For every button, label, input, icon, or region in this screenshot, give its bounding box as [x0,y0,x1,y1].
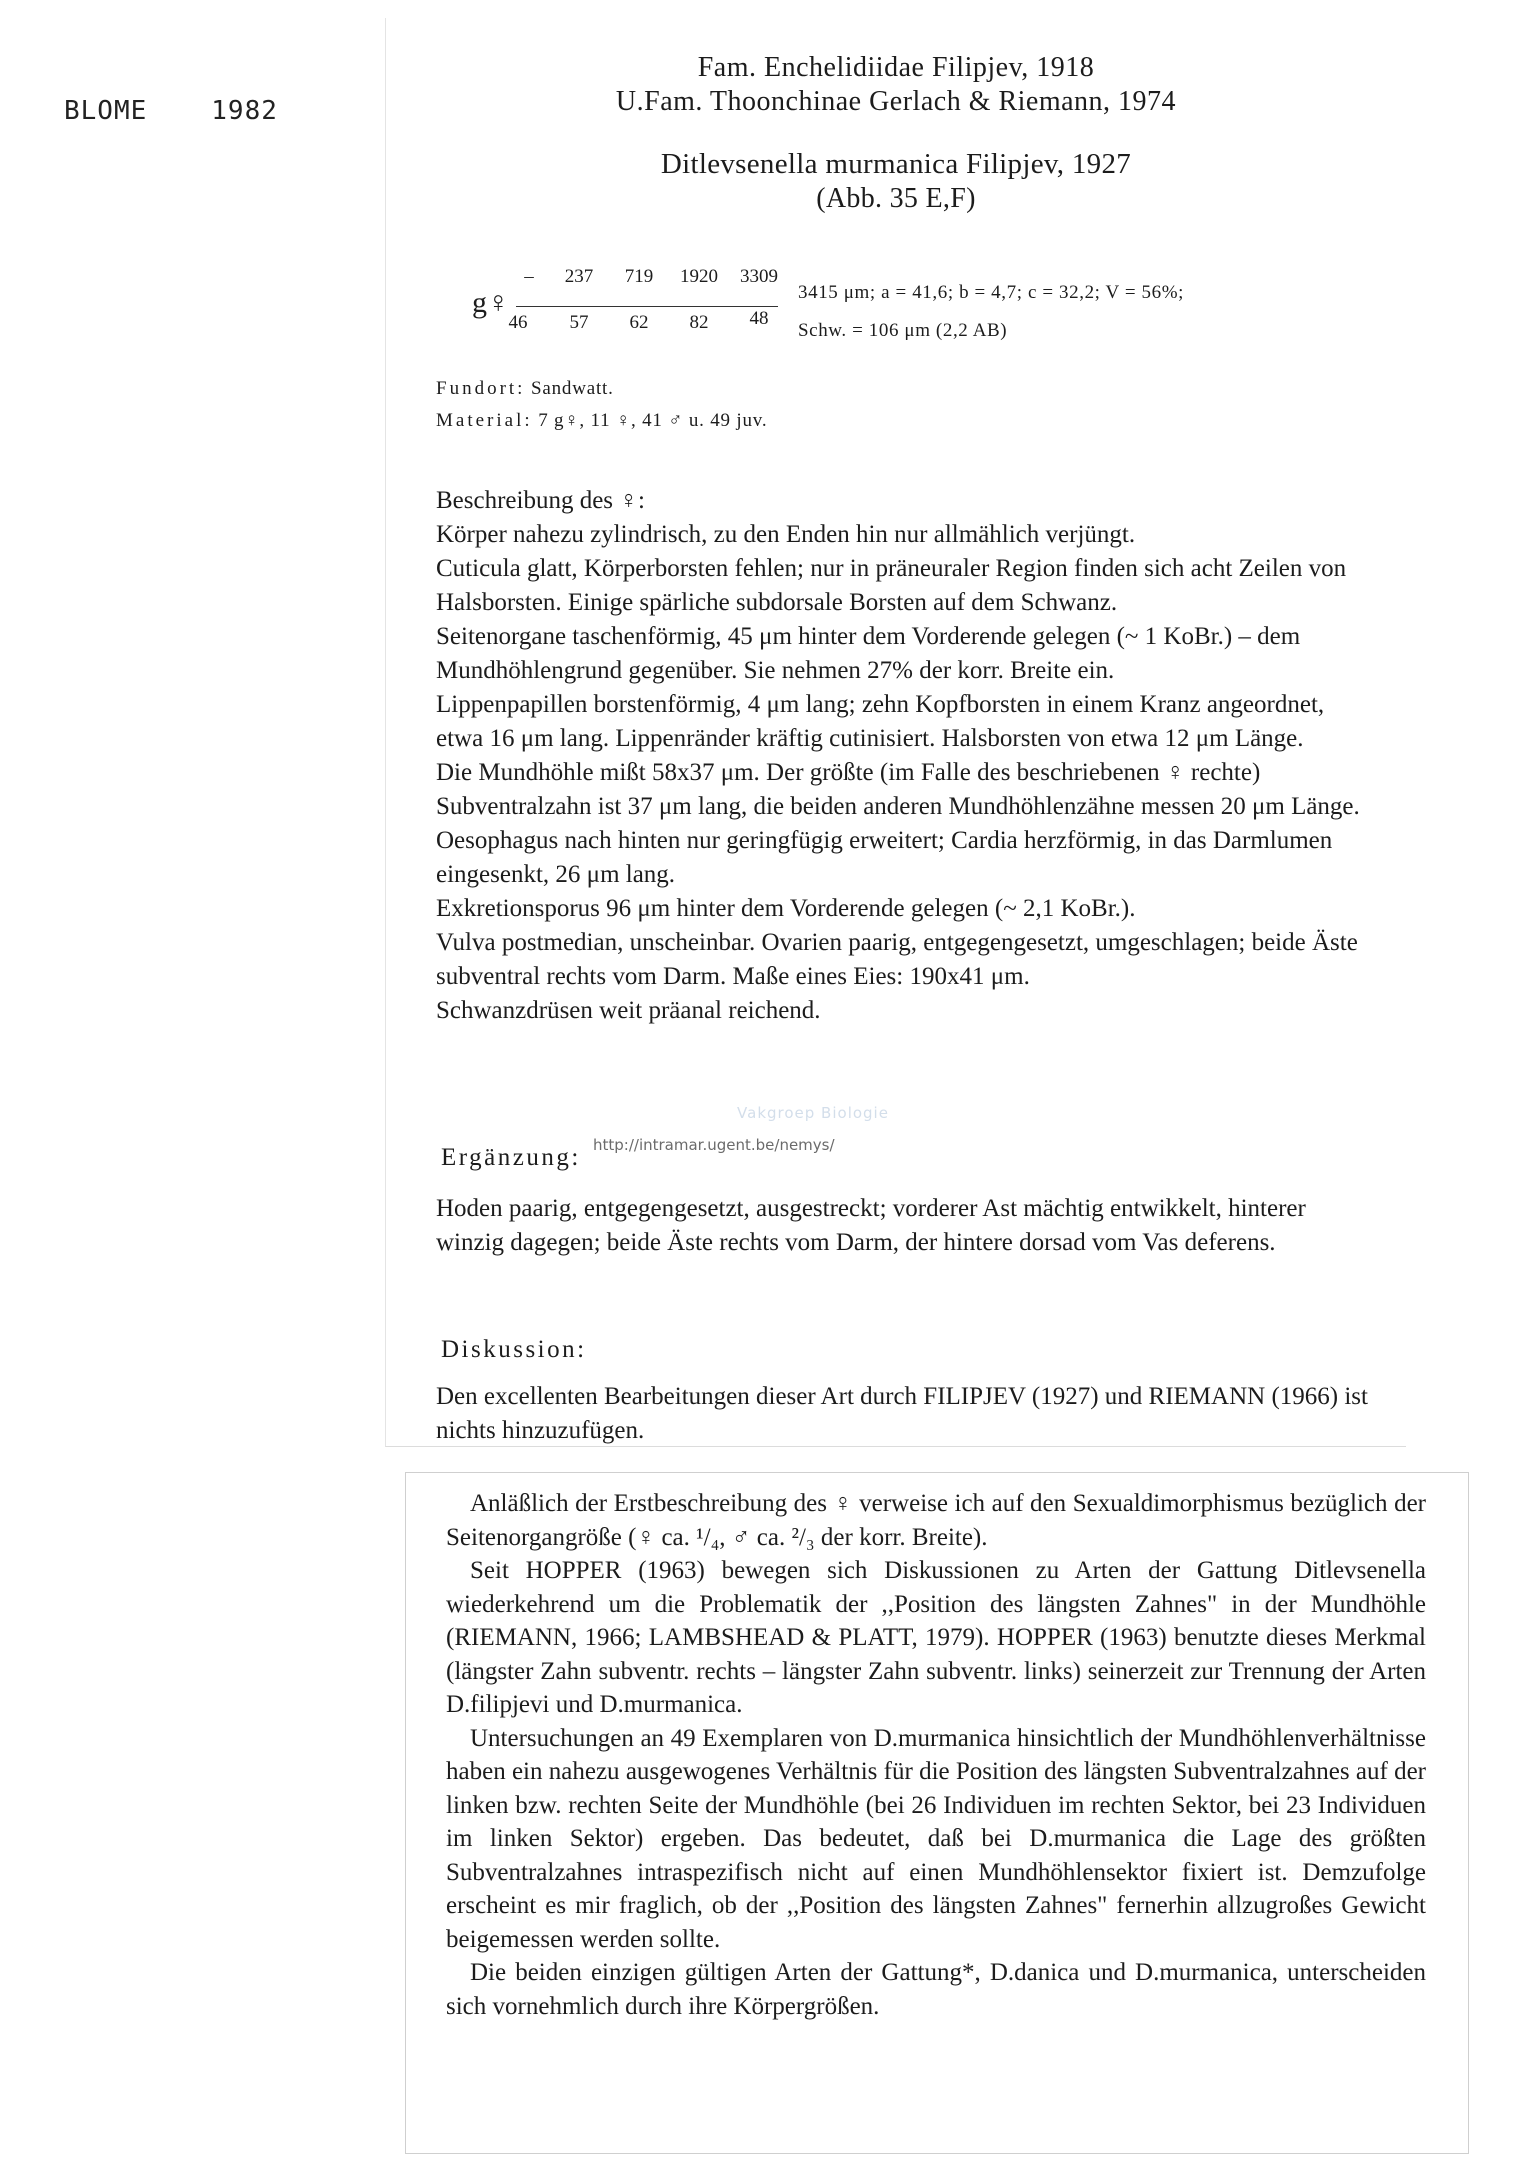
measurement-formula [426,262,1406,352]
figure-reference: (Abb. 35 E,F) [816,183,976,214]
beschreibung-paragraph: Schwanzdrüsen weit präanal reichend. [436,997,821,1024]
formula-bottom-value: 57 [569,312,589,333]
bottom-pasted-section [405,1472,1469,2154]
beschreibung-paragraph: Seitenorgane taschenförmig, 45 μm hinter dem Vorderende gelegen (~ 1 KoBr.) – dem Mundhöhlengrund gegenüber. Sie nehmen 27% der korr. Breite ein. [436,623,1301,684]
species-title: Ditlevsenella murmanica Filipjev, 1927 [660,148,1132,180]
beschreibung-paragraph: Körper nahezu zylindrisch, zu den Enden hin nur allmählich verjüngt. [436,521,1136,548]
bottom-paragraph: Die beiden einzigen gültigen Arten der Gattung*, D.danica und D.murmanica, unterscheiden sich vornehmlich durch ihre Körpergrößen. [446,1959,1426,2020]
diskussion-text: Den excellenten Bearbeitungen dieser Art durch FILIPJEV (1927) und RIEMANN (1966) ist nichts hinzuzufügen. [436,1383,1368,1444]
beschreibung-paragraph: Die Mundhöhle mißt 58x37 μm. Der größte (im Falle des beschriebenen ♀ rechte) Subventralzahn ist 37 μm lang, die beiden anderen Mundhöhlenzähne messen 20 μm Länge. Oesophagus nach hinten nur geringfügig erweitert; Cardia herzförmig, in das Darmlumen eingesenkt, 26 μm lang. [436,759,1360,888]
family-title: Fam. Enchelidiidae Filipjev, 1918 [697,52,1095,83]
formula-top-value: 719 [624,266,654,287]
author-year: 1982 [211,96,278,126]
beschreibung-paragraph: Lippenpapillen borstenförmig, 4 μm lang; zehn Kopfborsten in einem Kranz angeordnet, etwa 16 μm lang. Lippenränder kräftig cutinisiert. Halsborsten von etwa 12 μm Länge. [436,691,1325,752]
material-label: Material: [436,410,533,431]
formula-top-value: – [524,266,534,287]
material-value: 7 g♀, 11 ♀, 41 ♂ u. 49 juv. [538,410,768,431]
bottom-paragraph: Untersuchungen an 49 Exemplaren von D.murmanica hinsichtlich der Mundhöhlenverhältnisse haben ein nahezu ausgewogenes Verhältnis für die Position des längsten Subventralzahnes auf der linken bzw. rechten Seite der Mundhöhle (bei 26 Individuen im rechten Sektor, bei 23 Individuen im linken Sektor) ergeben. Das bedeutet, daß bei D.murmanica die Lage des größten Subventralzahnes intraspezifisch nicht auf einen Mundhöhlensektor fixiert ist. Demzufolge erscheint es mir fraglich, ob der ,,Position des längsten Zahnes" fernerhin allzugroßes Gewicht beigemessen werden sollte. [446,1724,1426,1953]
formula-tail: Schw. = 106 μm (2,2 AB) [798,320,1008,341]
author-name: BLOME [64,96,148,126]
subfamily-title: U.Fam. Thoonchinae Gerlach & Riemann, 1974 [615,86,1177,117]
beschreibung-section [436,484,1376,1028]
bottom-paragraph: Anläßlich der Erstbeschreibung des ♀ verweise ich auf den Sexualdimorphismus bezüglich der Seitenorgangröße (♀ ca. ¹/₄, ♂ ca. ²/₃ der korr. Breite). [446,1490,1426,1551]
formula-top-value: 1920 [680,266,718,287]
formula-bottom-value: 48 [749,308,769,329]
fundort-line [436,378,614,400]
diskussion-heading: Diskussion: [441,1336,587,1363]
bottom-text [446,1487,1426,2023]
beschreibung-paragraph: Vulva postmedian, unscheinbar. Ovarien paarig, entgegengesetzt, umgeschlagen; beide Äste subventral rechts vom Darm. Maße eines Eies: 190x41 μm. [436,929,1358,990]
margin-author-note [64,96,278,126]
beschreibung-paragraph: Exkretionsporus 96 μm hinter dem Vorderende gelegen (~ 2,1 KoBr.). [436,895,1136,922]
source-url[interactable]: http://intramar.ugent.be/nemys/ [593,1136,835,1154]
formula-top-value: 3309 [740,266,778,287]
formula-bottom-value: 46 [508,312,528,333]
formula-fraction-line [516,306,778,307]
formula-symbol: g♀ [472,286,510,319]
fundort-value: Sandwatt. [531,378,614,399]
bottom-paragraph: Seit HOPPER (1963) bewegen sich Diskussionen zu Arten der Gattung Ditlevsenella wiederkehrend um die Problematik der ,,Position des längsten Zahnes" in der Mundhöhle (RIEMANN, 1966; LAMBSHEAD & PLATT, 1979). HOPPER (1963) benutzte dieses Merkmal (längster Zahn subventr. rechts – längster Zahn subventr. links) seinerzeit zur Trennung der Arten D.filipjevi und D.murmanica. [446,1557,1426,1718]
formula-top-value: 237 [564,266,594,287]
material-line [436,410,767,432]
formula-bottom-value: 62 [629,312,649,333]
ergaenzung-heading: Ergänzung: [441,1144,581,1171]
ergaenzung-text: Hoden paarig, entgegengesetzt, ausgestreckt; vorderer Ast mächtig entwikkelt, hinterer winzig dagegen; beide Äste rechts vom Darm, der hintere dorsad vom Vas deferens. [436,1195,1306,1256]
formula-bottom-value: 82 [689,312,709,333]
watermark-stamp: Vakgroep Biologie [737,1104,889,1122]
beschreibung-heading: Beschreibung des ♀: [436,487,645,514]
beschreibung-paragraph: Cuticula glatt, Körperborsten fehlen; nur in präneuraler Region finden sich acht Zeilen von Halsborsten. Einige spärliche subdorsale Borsten auf dem Schwanz. [436,555,1347,616]
fundort-label: Fundort: [436,378,526,399]
top-pasted-section [385,18,1406,1447]
formula-ratios: 3415 μm; a = 41,6; b = 4,7; c = 32,2; V = 56%; [798,282,1185,303]
